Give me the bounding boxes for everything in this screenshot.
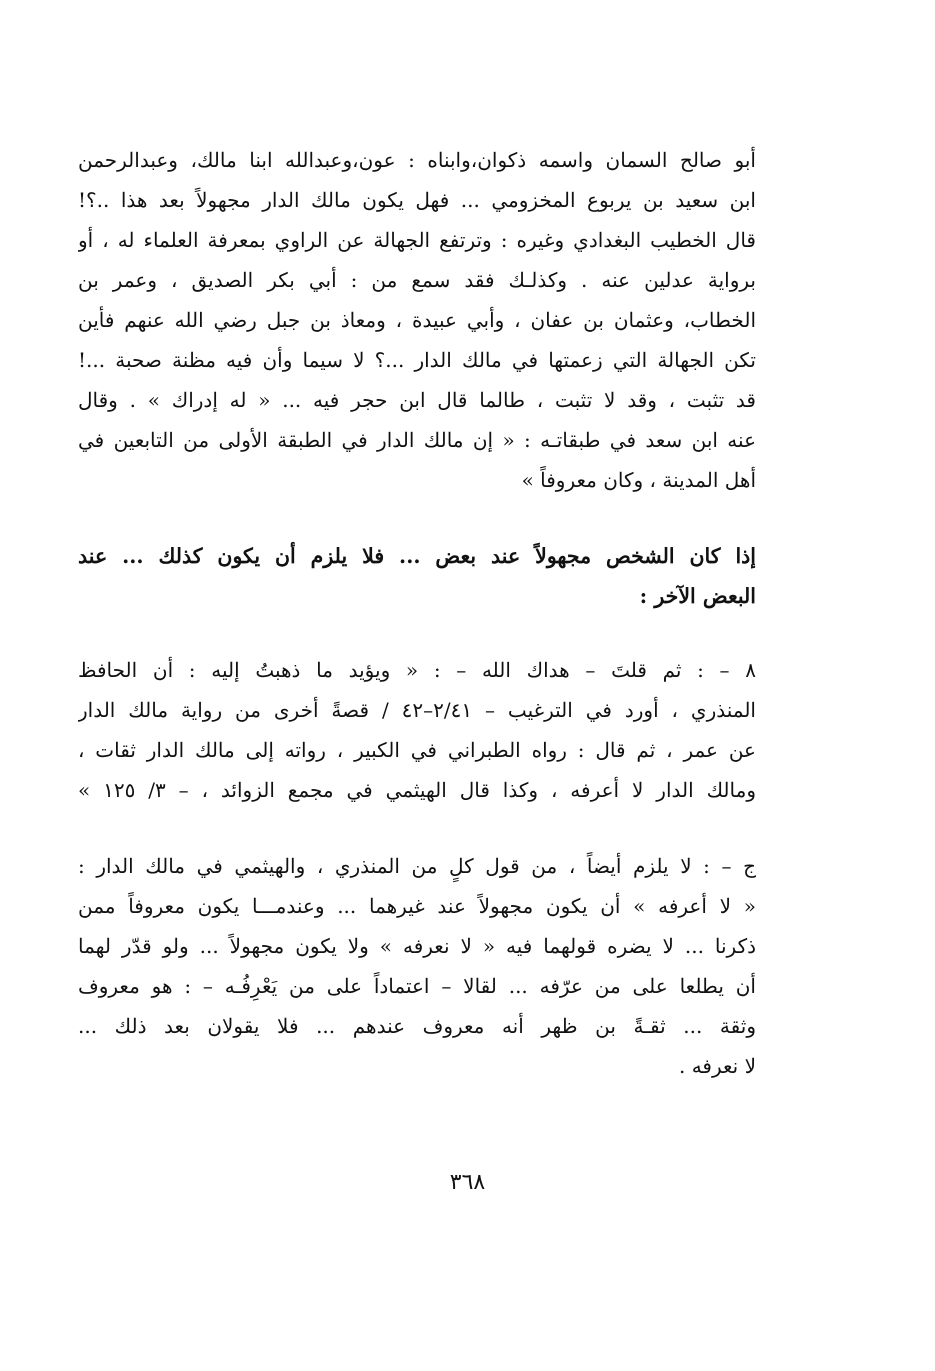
text-line: أهل المدينة ، وكان معروفاً » <box>521 468 756 492</box>
text-line: تكن الجهالة التي زعمتها في مالك الدار ...؟ لا سيما وأن فيه مظنة صحبة ...! <box>78 348 756 372</box>
spacer <box>78 616 756 650</box>
paragraph-3 <box>78 846 756 1086</box>
spacer <box>78 810 756 846</box>
heading-line: البعض الآخر : <box>639 584 756 608</box>
text-line: الخطاب، وعثمان بن عفان ، وأبي عبيدة ، ومعاذ بن جبل رضي الله عنهم فأين <box>78 308 756 332</box>
text-line: ذكرنا ... لا يضره قولهما فيه « لا نعرفه » ولا يكون مجهولاً ... ولو قدّر لهما <box>78 934 756 958</box>
text-line: لا نعرفه . <box>678 1054 756 1078</box>
text-line: برواية عدلين عنه . وكذلـك فقد سمع من : أبي بكر الصديق ، وعمر بن <box>78 268 756 292</box>
text-line: قال الخطيب البغدادي وغيره : وترتفع الجهالة عن الراوي بمعرفة العلماء له ، أو <box>78 228 756 252</box>
text-line: ومالك الدار لا أعرفه ، وكذا قال الهيثمي في مجمع الزوائد ، – ٣/ ١٢٥ » <box>78 778 756 802</box>
heading-line: إذا كان الشخص مجهولاً عند بعض ... فلا يلزم أن يكون كذلك ... عند <box>78 544 756 568</box>
text-line: المنذري ، أورد في الترغيب – ٢/٤١–٤٢ / قصةً أخرى من رواية مالك الدار <box>78 698 756 722</box>
page-number: ٣٦٨ <box>449 1170 486 1195</box>
paragraph-1 <box>78 140 756 500</box>
text-line: وثقة ... ثقـةً بن ظهر أنه معروف عندهم ... فلا يقولان بعد ذلك ... <box>78 1014 756 1038</box>
text-line: قد تثبت ، وقد لا تثبت ، طالما قال ابن حجر فيه ... « له إدراك » . وقال <box>78 388 756 412</box>
text-line: « لا أعرفه » أن يكون مجهولاً عند غيرهما ... وعندمـــا يكون معروفاً ممن <box>78 894 756 918</box>
text-line: ٨ً – : ثم قلتَ – هداك الله – : « ويؤيد ما ذهبتُ إليه : أن الحافظ <box>78 658 756 682</box>
text-line: أبو صالح السمان واسمه ذكوان،وابناه : عون،وعبدالله ابنا مالك، وعبدالرحمن <box>78 148 756 172</box>
page-body <box>78 140 756 1086</box>
text-line: أن يطلعا على من عرّفه ... لقالا – اعتماداً على من يَعْرِفُـه – : هو معروف <box>78 974 756 998</box>
section-heading <box>78 536 756 616</box>
text-line: عن عمر ، ثم قال : رواه الطبراني في الكبير ، رواته إلى مالك الدار ثقات ، <box>78 738 756 762</box>
text-line: ابن سعيد بن يربوع المخزومي ... فهل يكون مالك الدار مجهولاً بعد هذا ..؟! <box>78 188 756 212</box>
paragraph-2 <box>78 650 756 810</box>
spacer <box>78 500 756 536</box>
text-line: ج – : لا يلزم أيضاً ، من قول كلٍ من المنذري ، والهيثمي في مالك الدار : <box>78 854 756 878</box>
text-line: عنه ابن سعد في طبقاتـه : « إن مالك الدار في الطبقة الأولى من التابعين في <box>78 428 756 452</box>
